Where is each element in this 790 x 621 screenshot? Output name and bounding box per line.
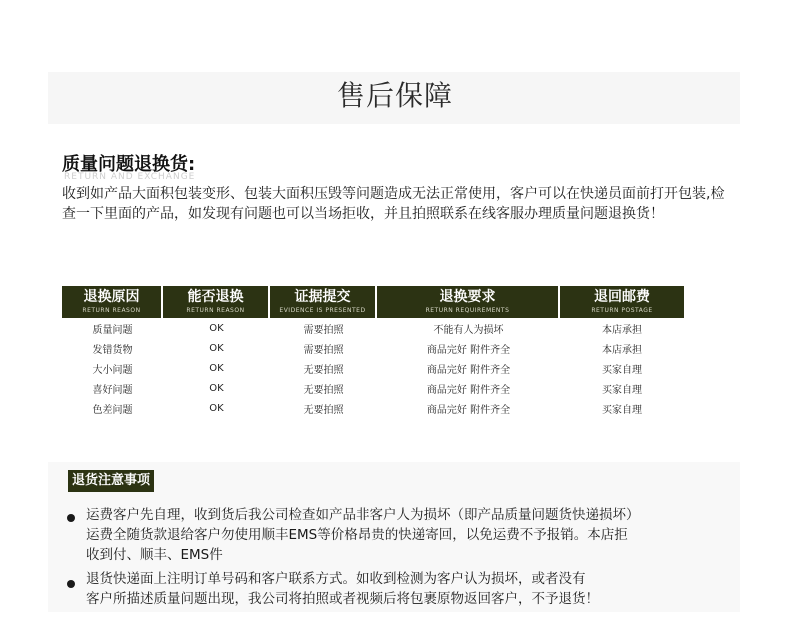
table-cell: OK <box>209 322 224 334</box>
quality-section-subtitle: RETURN AND EXCHANGE <box>64 172 196 182</box>
quality-paragraph: 收到如产品大面积包装变形、包装大面积压毁等问题造成无法正常使用，客户可以在快递员面前打开包装,检查一下里面的产品，如发现有问题也可以当场拒收，并且拍照联系在线客服办理质量问题退换货！ <box>62 186 725 222</box>
table-cell: OK <box>209 342 224 354</box>
note-line: 退货快递面上注明订单号码和客户联系方式。如收到检测为客户认为损坏，或者没有 <box>86 571 586 587</box>
table-cell: 喜好问题 <box>92 384 133 396</box>
table-header <box>62 286 684 318</box>
header-zh: 退换原因 <box>83 289 140 305</box>
table-cell: 商品完好 附件齐全 <box>426 344 511 356</box>
header-cell <box>560 286 684 318</box>
quality-section-title: 质量问题退换货: <box>62 154 196 175</box>
table-row <box>62 378 684 398</box>
note-line: 客户所描述质量问题出现，我公司将拍照或者视频后将包裹原物返回客户，不予退货！ <box>86 591 599 607</box>
header-zh: 能否退换 <box>187 289 244 305</box>
header-zh: 退回邮费 <box>594 289 650 305</box>
header-zh: 退换要求 <box>439 289 496 305</box>
table-cell: 本店承担 <box>602 344 642 356</box>
table-cell: 商品完好 附件齐全 <box>426 384 511 396</box>
table-row <box>62 338 684 358</box>
notes-heading: 退货注意事项 <box>68 470 154 492</box>
note-line: 运费客户先自理，收到货后我公司检查如产品非客户人为损坏（即产品质量问题货快递损坏） <box>86 507 640 523</box>
table-row <box>62 398 684 418</box>
note-item-2 <box>86 569 736 609</box>
header-zh: 证据提交 <box>294 289 351 305</box>
table-cell: 买家自理 <box>602 384 642 396</box>
note-item-1 <box>86 505 736 565</box>
table-cell: 无要拍照 <box>303 384 344 396</box>
note-line: 收到付、顺丰、EMS件 <box>86 547 223 563</box>
table-cell: 商品完好 附件齐全 <box>426 364 511 376</box>
bullet-icon <box>67 514 75 522</box>
header-cell <box>62 286 163 318</box>
table-cell: OK <box>209 402 224 414</box>
table-cell: 发错货物 <box>92 344 133 356</box>
table-cell: OK <box>209 382 224 394</box>
table-cell: 商品完好 附件齐全 <box>426 404 511 416</box>
table-cell: 不能有人为损坏 <box>433 324 504 336</box>
table-cell: 本店承担 <box>602 324 642 336</box>
page-title: 售后保障 <box>336 79 453 112</box>
header-en: RETURN REQUIREMENTS <box>425 307 510 314</box>
table-cell: OK <box>209 362 224 374</box>
bullet-icon <box>67 580 75 588</box>
header-cell <box>377 286 560 318</box>
table-cell: 大小问题 <box>92 364 133 376</box>
table-row <box>62 358 684 378</box>
header-en: RETURN REASON <box>82 307 141 314</box>
header-en: RETURN REASON <box>186 307 245 314</box>
table-cell: 无要拍照 <box>303 364 344 376</box>
table-cell: 买家自理 <box>602 364 642 376</box>
header-cell <box>163 286 270 318</box>
table-cell: 买家自理 <box>602 404 642 416</box>
table-cell: 需要拍照 <box>303 344 344 356</box>
table-cell: 无要拍照 <box>303 404 344 416</box>
table-row <box>62 318 684 338</box>
header-cell <box>270 286 377 318</box>
note-line: 运费全随货款退给客户勿使用顺丰EMS等价格昂贵的快递寄回，以免运费不予报销。本店拒 <box>86 527 628 543</box>
header-en: EVIDENCE IS PRESENTED <box>279 307 366 314</box>
table-cell: 色差问题 <box>92 404 133 416</box>
table-cell: 需要拍照 <box>303 324 344 336</box>
table-cell: 质量问题 <box>92 324 133 336</box>
return-policy-table <box>62 286 684 418</box>
header-en: RETURN POSTAGE <box>591 307 653 314</box>
